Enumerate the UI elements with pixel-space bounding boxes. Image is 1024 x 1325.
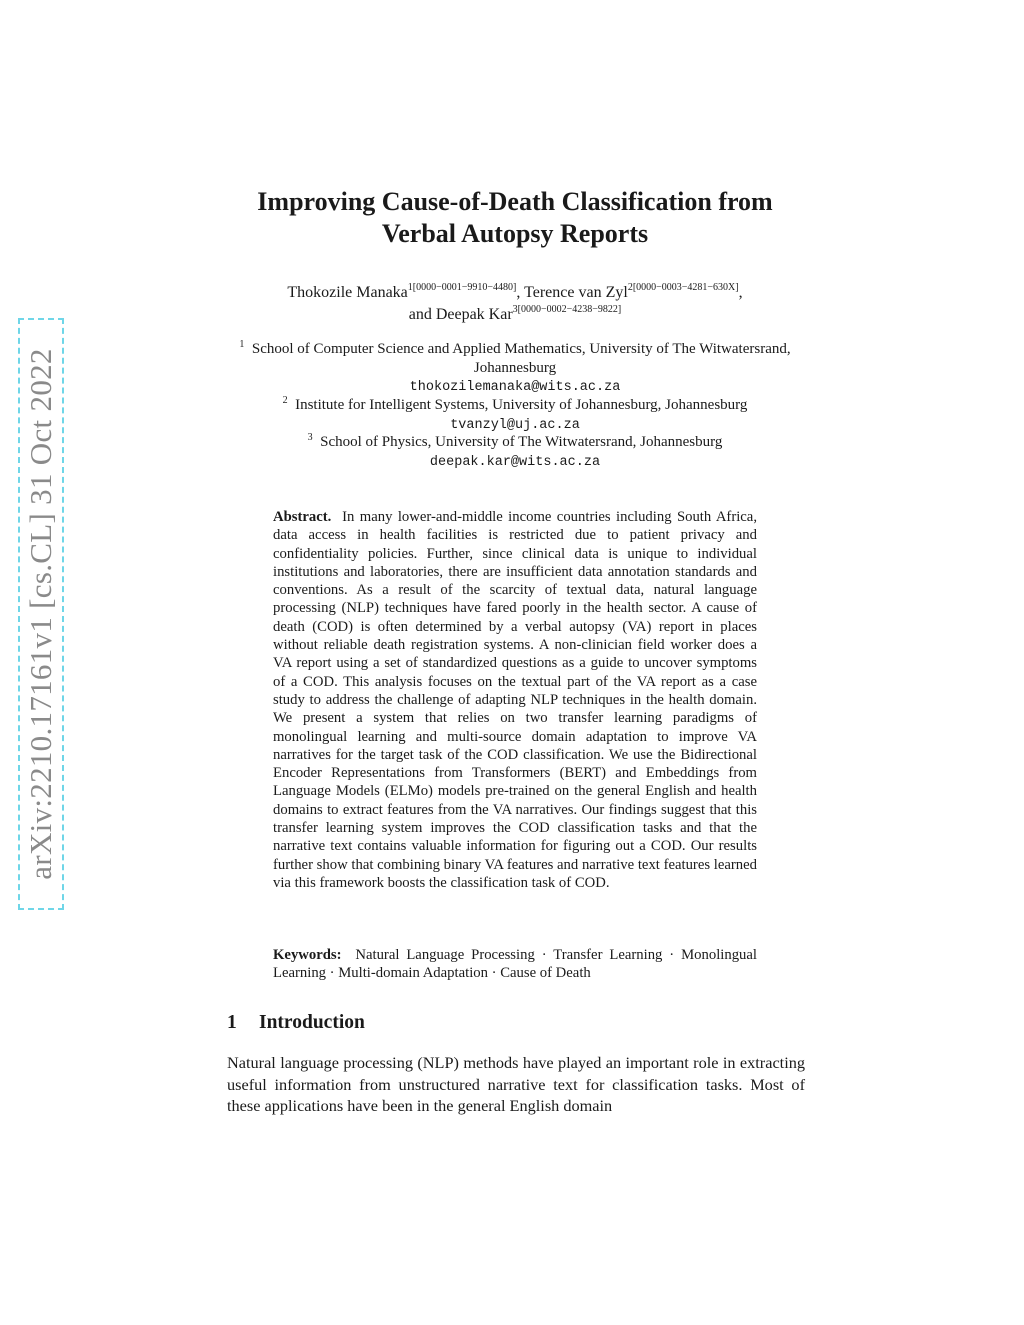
keywords-text: Natural Language Processing · Transfer Learning · Monolingual Learning · Multi-domain Adaptation · Cause of Death (273, 947, 757, 982)
section-heading (227, 1012, 365, 1034)
affiliation-3: $^3$ School of Physics, University of The Witwatersrand, Johannesburg deepak.kar@wits.ac.za (307, 432, 723, 470)
abstract-label: Abstract. (273, 509, 332, 525)
paper-title: Improving Cause-of-Death Classification from Verbal Autopsy Reports (257, 187, 773, 248)
body-paragraph: Natural language processing (NLP) methods have played an important role in extracting useful information from unstructured narrative text for classification tasks. Most of these applications have been in the general English domain (227, 1053, 805, 1115)
keywords-label: Keywords: (273, 947, 342, 963)
section-title: Introduction (259, 1012, 365, 1033)
author-list: Thokozile Manaka$^{1[0000-0001-9910-4480]}$, Terence van Zyl$^{2[0000-0003-4281-630X]}$, and Deepak Kar$^{3[0000-0002-4238-9822]}$ (287, 282, 743, 323)
author-name: Thokozile Manaka (287, 284, 408, 301)
abstract (273, 508, 757, 892)
abstract-text: In many lower-and-middle income countries including South Africa, data access in health facilities is restricted due to patient privacy and confidentiality policies. Further, since clinical data is unique to individual institutions and laboratories, there are insufficient data annotation standards and conventions. As a result of the scarcity of textual data, natural language processing (NLP) techniques have fared poorly in the health sector. A cause of death (COD) is often determined by a verbal autopsy (VA) report in places without reliable death registration systems. A non-clinician field worker does a VA report using a set of standardized questions as a guide to uncover symptoms of a COD. This analysis focuses on the textual part of the VA report as a case study to address the challenge of adapting NLP techniques in the health domain. We present a system that relies on two transfer learning paradigms of monolingual learning and multi-source domain adaptation to improve VA narratives for the target task of the COD classification. We use the Bidirectional Encoder Representations from Transformers (BERT) and Embeddings from Language Models (ELMo) models pre-trained on the general English and health domains to extract features from the VA narratives. Our findings suggest that this transfer learning system improves the COD classification tasks and that the narrative text contains valuable information for figuring out a COD. Our results further show that combining binary VA features and narrative text features learned via this framework boosts the classification task of COD. (273, 509, 758, 891)
author-orcid: 1[0000−0001−9910−4480] (407, 282, 517, 293)
affiliation-2: $^2$ Institute for Intelligent Systems, University of Johannesburg, Johannesburg tvanzyl@uj.ac.za (282, 395, 748, 433)
section-number: 1 (227, 1012, 237, 1033)
author-orcid: 2[0000−0003−4281−630X] (627, 282, 739, 293)
email[interactable]: thokozilemanaka@wits.ac.za (409, 380, 621, 395)
author-orcid: 3[0000−0002−4238−9822] (512, 304, 622, 315)
keywords (273, 946, 757, 983)
arxiv-stamp: arXiv:2210.17161v1 [cs.CL] 31 Oct 2022 (23, 348, 58, 880)
author-name: and Deepak Kar (408, 306, 513, 323)
author-name: Terence van Zyl (524, 284, 628, 301)
email[interactable]: tvanzyl@uj.ac.za (450, 417, 580, 433)
email[interactable]: deepak.kar@wits.ac.za (429, 454, 601, 470)
arxiv-stamp-box (18, 318, 64, 910)
affiliation-1: $^1$ School of Computer Science and Applied Mathematics, University of The Witwatersrand, Johannesburg thokozilemanaka@wits.ac.za (239, 339, 791, 395)
